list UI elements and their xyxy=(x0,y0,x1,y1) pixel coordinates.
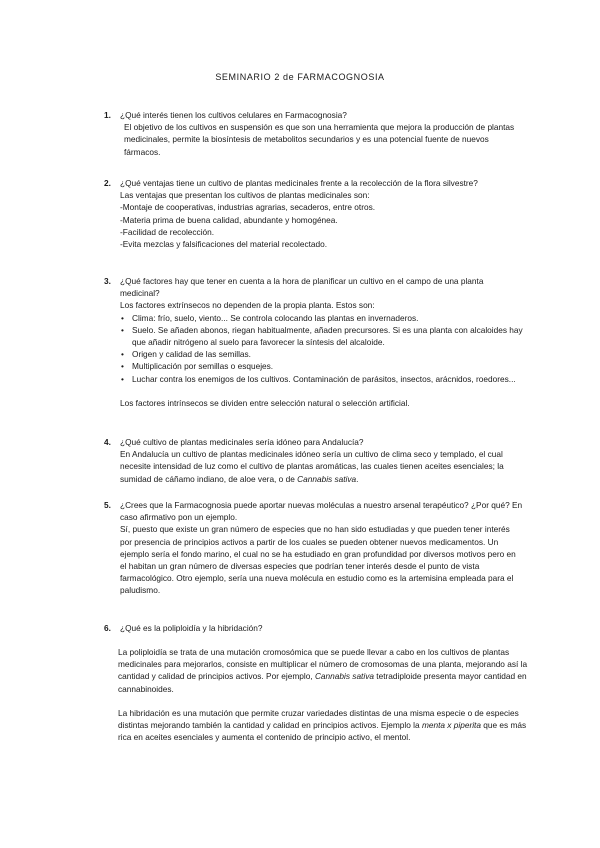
paragraph-hibridacion xyxy=(118,707,528,744)
answer-text: Sí, puesto que existe un gran número de especies que no han sido estudiadas y que pueden tener interés por presencia de principios activos a partir de los cuales se pueden obtener nuevos medicamentos. Un ejemplo sería el fondo marino, el cual no se ha estudiado en gran profundidad por diversos motivos pero en el habitan un gran número de diversas especies que podrían tener interés desde el punto de vista farmacológico. Otro ejemplo, sería una nueva molécula en estudio como es la artemisina empleada para el paludismo. xyxy=(120,524,516,596)
answer-text-part: . xyxy=(356,473,359,484)
question-5 xyxy=(104,499,524,597)
bullet-item: • Luchar contra los enemigos de los cultivos. Contaminación de parásitos, insectos, arácnidos, roedores... xyxy=(120,373,524,385)
question-6 xyxy=(104,622,524,634)
answer-text xyxy=(120,448,524,485)
question-text: ¿Crees que la Farmacognosia puede aportar nuevas moléculas a nuestro arsenal terapéutico? ¿Por qué? En caso afirmativo pon un ejemplo. xyxy=(120,500,523,523)
question-number: 4. xyxy=(104,437,111,447)
bullet-item: • Origen y calidad de las semillas. xyxy=(120,348,524,360)
bullet-item: • Clima: frío, suelo, viento... Se controla colocando las plantas en invernaderos. xyxy=(120,312,524,324)
answer-closing: Los factores intrínsecos se dividen entre selección natural o selección artificial. xyxy=(120,397,410,408)
question-4 xyxy=(104,436,524,485)
species-name: Cannabis sativa xyxy=(297,473,357,484)
question-2 xyxy=(104,177,524,250)
paragraph-poliploidia xyxy=(118,646,528,695)
document-title: SEMINARIO 2 de FARMACOGNOSIA xyxy=(215,72,385,82)
answer-intro: Las ventajas que presentan los cultivos de plantas medicinales son: xyxy=(120,190,370,201)
paragraph-text: La hibridación es una mutación que permite cruzar variedades distintas de una misma especie o de especies distintas mejorando también la cantidad y calidad en principios activos. Ejemplo la xyxy=(118,708,519,731)
question-number: 6. xyxy=(104,623,111,633)
question-number: 3. xyxy=(104,276,111,286)
question-text: ¿Qué cultivo de plantas medicinales sería idóneo para Andalucía? xyxy=(120,437,364,447)
answer-text-part: En Andalucía un cultivo de plantas medicinales idóneo sería un cultivo de clima seco y templado, el cual necesite intensidad de luz como el cultivo de plantas aromáticas, las cuales tienen aceites esenciales; la sumidad de cáñamo indiano, de aloe vera, o de xyxy=(120,449,504,484)
answer-text: El objetivo de los cultivos en suspensión es que son una herramienta que mejora la producción de plantas medicinales, permite la biosíntesis de metabolitos secundarios y es una potencial fuente de nuevos fármacos. xyxy=(124,122,515,157)
paragraph-text: tetradiploide presenta mayor cantidad en cannabinoides. xyxy=(118,671,527,694)
question-text: ¿Qué factores hay que tener en cuenta a la hora de planificar un cultivo en el campo de una planta medicinal? xyxy=(120,276,484,299)
list-item: -Materia prima de buena calidad, abundante y homogénea. xyxy=(120,214,338,225)
question-number: 5. xyxy=(104,500,111,510)
question-3 xyxy=(104,275,524,409)
list-item: -Montaje de cooperativas, industrias agrarias, secaderos, entre otros. xyxy=(120,202,376,213)
question-text: ¿Qué interés tienen los cultivos celulares en Farmacognosia? xyxy=(120,110,347,120)
question-number: 2. xyxy=(104,178,111,188)
question-text: ¿Qué ventajas tiene un cultivo de plantas medicinales frente a la recolección de la flora silvestre? xyxy=(120,178,478,188)
species-name: mentа x piperita xyxy=(421,720,481,731)
bullet-item: • Suelo. Se añaden abonos, riegan habitualmente, añaden precursores. Si es una planta con alcaloides hay que añadir nitrógeno al suelo para favorecer la síntesis del alcaloide. xyxy=(120,324,524,348)
question-1 xyxy=(104,109,524,158)
paragraph-text: que es más rica en aceites esenciales y aumenta el contenido de principio activo, el mentol. xyxy=(118,720,527,743)
list-item: -Facilidad de recolección. xyxy=(120,226,215,237)
question-text: ¿Qué es la poliploidía y la hibridación? xyxy=(120,623,263,633)
list-item: -Evita mezclas y falsificaciones del material recolectado. xyxy=(120,239,328,250)
answer-intro: Los factores extrínsecos no dependen de la propia planta. Estos son: xyxy=(120,300,375,311)
question-number: 1. xyxy=(104,110,111,120)
species-name: Cannabis sativa xyxy=(314,671,374,682)
paragraph-text: La poliploidía se trata de una mutación cromosómica que se puede llevar a cabo en los cultivos de plantas medicinales para mejorarlos, consiste en multiplicar el número de cromosomas de una planta, mejorando así la cantidad y calidad de principios activos. Por ejemplo, xyxy=(118,647,528,682)
bullet-item: • Multiplicación por semillas o esquejes. xyxy=(120,360,524,372)
